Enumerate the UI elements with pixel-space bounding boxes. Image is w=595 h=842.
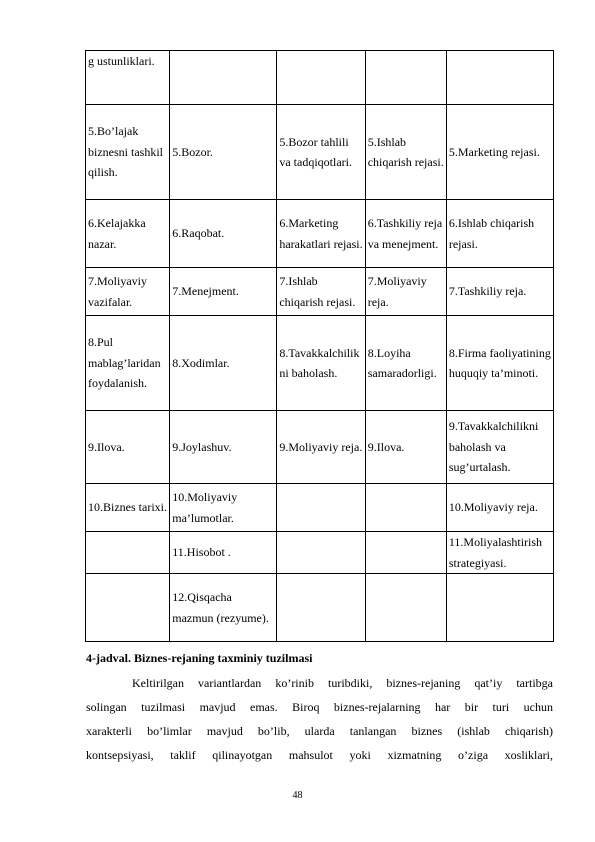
table-cell: 5.Marketing rejasi. (446, 105, 553, 200)
table-cell: 9.Ilova. (365, 411, 446, 484)
table-cell: 7.Moliyaviy reja. (365, 268, 446, 316)
table-cell: 5.Ishlab chiqarish rejasi. (365, 105, 446, 200)
table-row (86, 411, 554, 484)
table-cell: 5.Bozor. (170, 105, 277, 200)
table-cell: 6.Marketing harakatlari rejasi. (277, 200, 365, 268)
paragraph-line: Keltirilgan variantlardan ko’rinib turibdiki, biznes-rejaning qat’iy tartibga (132, 676, 553, 690)
table-caption: 4-jadval. Biznes-rejaning taxminiy tuzilmasi (86, 651, 313, 665)
table-cell (277, 484, 365, 532)
table-cell (365, 532, 446, 574)
table-cell (86, 532, 170, 574)
table-cell: 5.Bo’lajak biznesni tashkil qilish. (86, 105, 170, 200)
table-row (86, 574, 554, 642)
table-cell (365, 574, 446, 642)
table-row (86, 51, 554, 105)
table-cell: g ustunliklari. (86, 51, 170, 105)
body-paragraph (86, 671, 553, 767)
table-cell: 8.Firma faoliyatining huquqiy ta’minoti. (446, 316, 553, 411)
table-cell: 7.Ishlab chiqarish rejasi. (277, 268, 365, 316)
table-cell: 7.Menejment. (170, 268, 277, 316)
table-row (86, 105, 554, 200)
table-cell (365, 51, 446, 105)
table-cell: 11.Hisobot . (170, 532, 277, 574)
table-cell: 10.Moliyaviy reja. (446, 484, 553, 532)
table-cell (277, 51, 365, 105)
table-cell (446, 51, 553, 105)
paragraph-line: solingan tuzilmasi mavjud emas. Biroq biznes-rejalarning har bir turi uchun (86, 700, 553, 714)
table-cell (170, 51, 277, 105)
table-cell: 6.Tashkiliy reja va menejment. (365, 200, 446, 268)
table-cell: 6.Kelajakka nazar. (86, 200, 170, 268)
table-cell: 7.Tashkiliy reja. (446, 268, 553, 316)
table-cell (277, 532, 365, 574)
table-cell (446, 574, 553, 642)
table-cell: 9.Joylashuv. (170, 411, 277, 484)
table-cell (277, 574, 365, 642)
table-cell: 8.Xodimlar. (170, 316, 277, 411)
table-cell: 8.Loyiha samaradorligi. (365, 316, 446, 411)
paragraph-line: xarakterli bo’limlar mavjud bo’lib, ularda tanlangan biznes (ishlab chiqarish) (86, 724, 553, 738)
page-number: 48 (292, 790, 303, 801)
table-cell: 9.Ilova. (86, 411, 170, 484)
table-cell (365, 484, 446, 532)
table-cell: 12.Qisqacha mazmun (rezyume). (170, 574, 277, 642)
table-cell (86, 574, 170, 642)
table-cell: 9.Tavakkalchilikni baholash va sug’urtalash. (446, 411, 553, 484)
table-row (86, 316, 554, 411)
table-cell: 8.Tavakkalchilikni baholash. (277, 316, 365, 411)
table-cell: 10.Biznes tarixi. (86, 484, 170, 532)
table-cell: 5.Bozor tahlili va tadqiqotlari. (277, 105, 365, 200)
table-cell: 7.Moliyaviy vazifalar. (86, 268, 170, 316)
table-row (86, 484, 554, 532)
table-row (86, 268, 554, 316)
paragraph-line: kontsepsiyasi, taklif qilinayotgan mahsulot yoki xizmatning o’ziga xosliklari, (86, 748, 553, 762)
table-cell: 11.Moliyalashtirish strategiyasi. (446, 532, 553, 574)
table-row (86, 532, 554, 574)
table-cell: 6.Raqobat. (170, 200, 277, 268)
table-cell: 10.Moliyaviy ma’lumotlar. (170, 484, 277, 532)
table-cell: 6.Ishlab chiqarish rejasi. (446, 200, 553, 268)
business-plan-structure-table (85, 50, 554, 642)
table-cell: 8.Pul mablag’laridan foydalanish. (86, 316, 170, 411)
table-row (86, 200, 554, 268)
table-cell: 9.Moliyaviy reja. (277, 411, 365, 484)
